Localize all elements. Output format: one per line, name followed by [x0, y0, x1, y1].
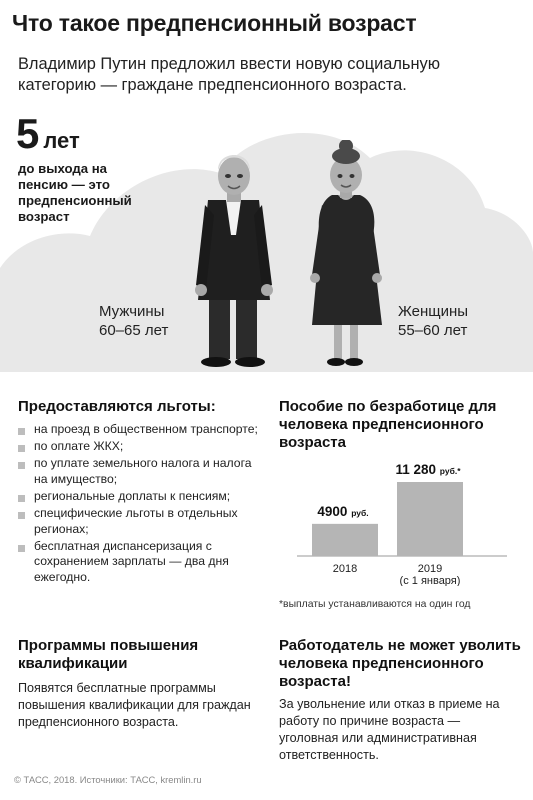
benefit-item: региональные доплаты к пенсиям;: [18, 489, 268, 505]
chart-footnote: *выплаты устанавливаются на один год: [279, 599, 471, 610]
benefit-item: бесплатная диспансеризация с сохранением зарплаты — два дня ежегодно.: [18, 539, 268, 586]
benefit-item: специфические льготы в отдельных регионах;: [18, 506, 268, 537]
men-label: Мужчины: [99, 303, 165, 320]
women-age: 55–60 лет: [398, 322, 468, 339]
chart-bar: [312, 524, 378, 556]
benefit-item: по уплате земельного налога и налога на имущество;: [18, 456, 268, 487]
hero-description: до выхода на пенсию — это предпенсионный возраст: [18, 161, 132, 224]
employer-text: За увольнение или отказ в приеме на работу по причине возраста — уголовная или административная ответственность.: [279, 697, 500, 762]
chart-value-label: 11 280 руб.*: [395, 462, 461, 477]
hero-unit: лет: [43, 128, 80, 153]
women-label: Женщины: [398, 303, 469, 320]
benefits-list: [18, 422, 268, 587]
woman-figure: [310, 140, 382, 366]
man-figure: [195, 155, 273, 367]
benefit-item: на проезд в общественном транспорте;: [18, 422, 268, 438]
benefits-title: Предоставляются льготы:: [18, 398, 216, 415]
chart-title: Пособие по безработице для человека предпенсионного возраста: [279, 398, 497, 451]
chart-category-label: 2019: [417, 563, 443, 575]
chart-value-label: 4900 руб.: [317, 503, 369, 519]
benefit-item: по оплате ЖКХ;: [18, 439, 268, 455]
source-credit: © ТАСС, 2018. Источники: ТАСС, kremlin.ru: [14, 774, 202, 785]
men-age: 60–65 лет: [99, 322, 169, 339]
qualifications-title: Программы повышения квалификации: [18, 637, 199, 672]
page-subtitle: Владимир Путин предложил ввести новую социальную категорию — граждане предпенсионного возраста.: [18, 55, 441, 94]
employer-title: Работодатель не может уволить человека предпенсионного возраста!: [279, 637, 521, 690]
women-age-label: [398, 302, 468, 340]
hero-number: 5: [16, 110, 40, 157]
unemployment-benefit-chart: [279, 456, 519, 586]
page-title: Что такое предпенсионный возраст: [12, 10, 417, 36]
men-age-label: [99, 302, 168, 340]
qualifications-text: Появятся бесплатные программы повышения квалификации для граждан предпенсионного возраста.: [18, 681, 251, 729]
chart-bar: [397, 482, 463, 556]
chart-category-label: 2018: [332, 563, 358, 575]
chart-category-sublabel: (с 1 января): [399, 575, 461, 586]
